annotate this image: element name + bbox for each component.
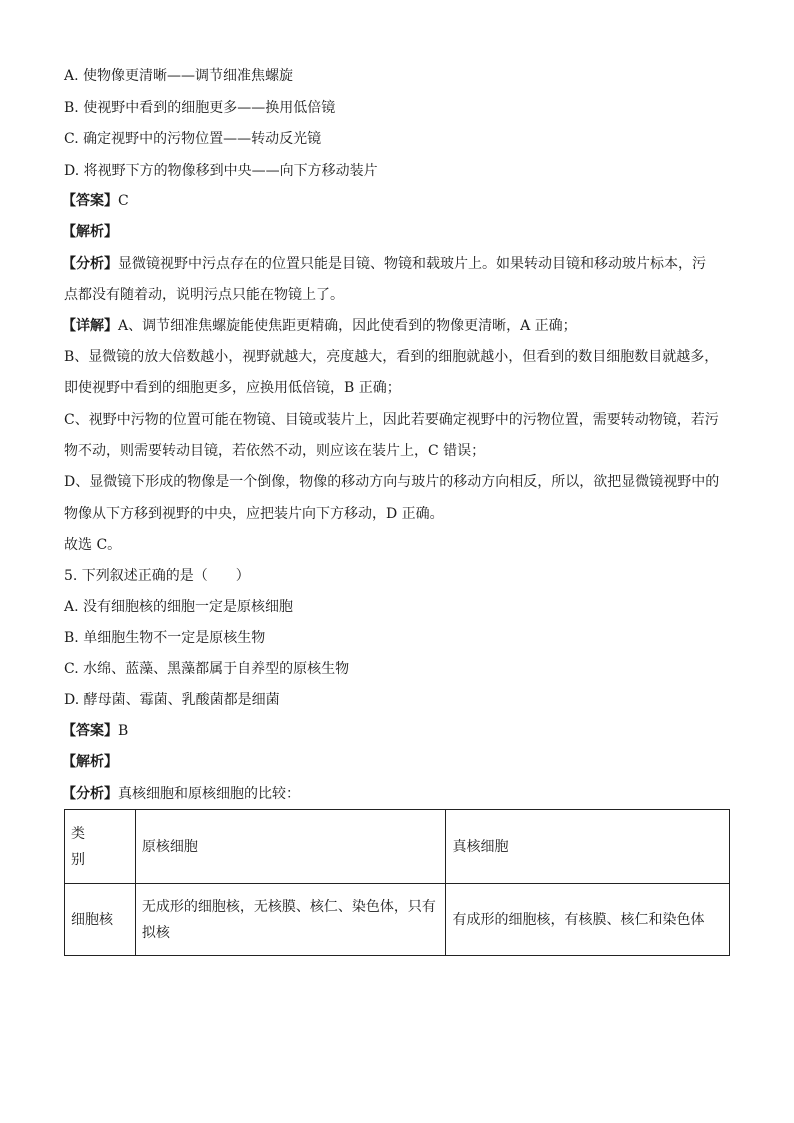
q5-option-a: A. 没有细胞核的细胞一定是原核细胞 [64, 599, 294, 615]
q4-xiangjie-c-2: 物不动，则需要转动目镜，若依然不动，则应该在装片上，C 错误； [64, 443, 486, 459]
q4-analysis-tag: 【解析】 [62, 224, 118, 240]
q5-fenxi-line [62, 784, 300, 804]
q5-option-d: D. 酵母菌、霉菌、乳酸菌都是细菌 [64, 692, 280, 708]
answer-tag: 【答案】 [62, 723, 118, 739]
q4-option-d: D. 将视野下方的物像移到中央——向下方移动装片 [64, 163, 378, 179]
table-cell: 有成形的细胞核，有核膜、核仁和染色体 [446, 884, 730, 956]
fenxi-text: 显微镜视野中污点存在的位置只能是目镜、物镜和载玻片上。如果转动目镜和移动玻片标本，污 [118, 256, 706, 272]
answer-value: C [118, 193, 129, 209]
fenxi-tag: 【分析】 [62, 256, 118, 272]
q4-option-b: B. 使视野中看到的细胞更多——换用低倍镜 [64, 100, 336, 116]
q4-fenxi-line-2: 点都没有随着动，说明污点只能在物镜上了。 [64, 287, 344, 303]
q4-xiangjie-a [62, 316, 577, 336]
q5-answer-line [62, 721, 128, 741]
q4-conclusion: 故选 C。 [64, 537, 122, 553]
table-header-cell: 真核细胞 [446, 810, 730, 884]
answer-value: B [118, 723, 129, 739]
q5-option-b: B. 单细胞生物不一定是原核生物 [64, 630, 266, 646]
xiangjie-tag: 【详解】 [62, 318, 118, 334]
q4-xiangjie-c-1: C、视野中污物的位置可能在物镜、目镜或装片上，因此若要确定视野中的污物位置，需要转动物镜，若污 [64, 412, 719, 428]
table-header-cell: 原核细胞 [135, 810, 446, 884]
xiangjie-a-text: A、调节细准焦螺旋能使焦距更精确，因此使看到的物像更清晰，A 正确； [118, 318, 577, 334]
table-header-row [65, 810, 730, 884]
q5-option-c: C. 水绵、蓝藻、黑藻都属于自养型的原核生物 [64, 661, 350, 677]
q4-fenxi-line-1 [62, 254, 706, 274]
q4-xiangjie-d-1: D、显微镜下形成的物像是一个倒像，物像的移动方向与玻片的移动方向相反，所以，欲把显微镜视野中的 [64, 474, 720, 490]
q4-xiangjie-b-2: 即使视野中看到的细胞更多，应换用低倍镜，B 正确； [64, 380, 401, 396]
table-header-cell: 类 别 [65, 810, 136, 884]
answer-tag: 【答案】 [62, 193, 118, 209]
comparison-table [64, 809, 730, 956]
fenxi-text: 真核细胞和原核细胞的比较： [118, 786, 300, 802]
q5-analysis-tag: 【解析】 [62, 754, 118, 770]
q4-answer-line [62, 191, 129, 211]
table-cell: 无成形的细胞核，无核膜、核仁、染色体，只有拟核 [135, 884, 446, 956]
q4-xiangjie-b-1: B、显微镜的放大倍数越小，视野就越大，亮度越大，看到的细胞就越小，但看到的数目细胞数目就越多， [64, 349, 719, 365]
fenxi-tag: 【分析】 [62, 786, 118, 802]
q4-option-c: C. 确定视野中的污物位置——转动反光镜 [64, 131, 322, 147]
q4-option-a: A. 使物像更清晰——调节细准焦螺旋 [64, 68, 294, 84]
table-cell: 细胞核 [65, 884, 136, 956]
table-row [65, 884, 730, 956]
q4-xiangjie-d-2: 物像从下方移到视野的中央，应把装片向下方移动，D 正确。 [64, 506, 444, 522]
q5-stem: 5. 下列叙述正确的是（ ） [64, 568, 250, 584]
